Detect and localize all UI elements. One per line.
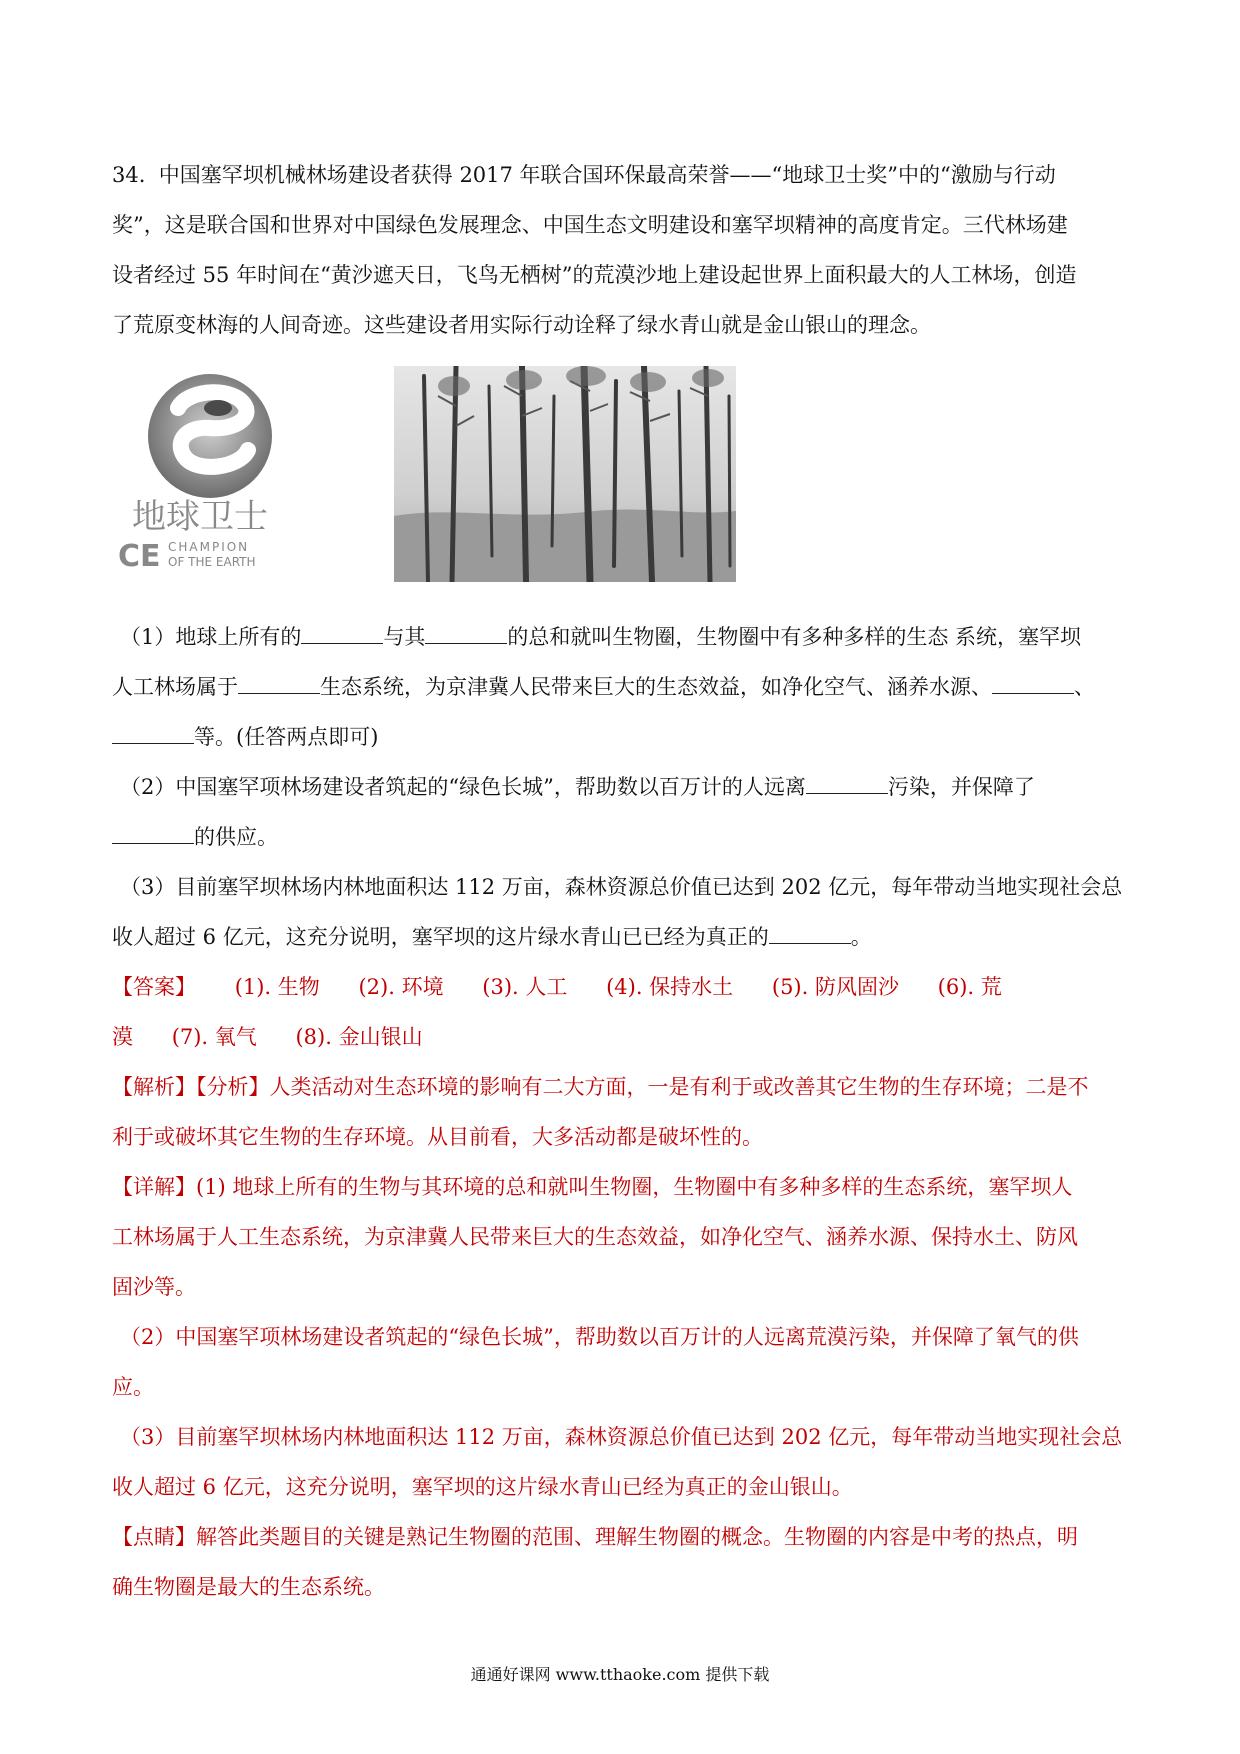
answer-label: 【答案】 bbox=[112, 975, 196, 999]
stem-line-4: 了荒原变林海的人间奇迹。这些建设者用实际行动诠释了绿水青山就是金山银山的理念。 bbox=[112, 313, 931, 337]
detail-line-7: 收人超过 6 亿元，这充分说明，塞罕坝的这片绿水青山已经为真正的金山银山。 bbox=[112, 1475, 853, 1499]
stem-line-3: 设者经过 55 年时间在“黄沙遮天日，飞鸟无栖树”的荒漠沙地上建设起世界上面积最大的人工林场，创造 bbox=[112, 263, 1077, 287]
page-footer: 通通好课网 www.tthaoke.com 提供下载 bbox=[470, 1665, 770, 1684]
answer-item: (6). 荒 bbox=[937, 975, 1002, 999]
logo-en-line1: CHAMPION bbox=[168, 540, 250, 554]
answer-blank bbox=[112, 825, 194, 844]
analysis-section bbox=[112, 1062, 1132, 1162]
sub-question-1 bbox=[112, 612, 1132, 762]
champion-of-earth-logo bbox=[118, 368, 294, 578]
forest-photo bbox=[394, 366, 736, 582]
sub-question-3 bbox=[112, 862, 1132, 962]
stem-line-1: 34. 中国塞罕坝机械林场建设者获得 2017 年联合国环保最高荣誉——“地球卫士奖”中的“激励与行动 bbox=[112, 163, 1056, 187]
sub3-line-1: （3）目前塞罕坝林场内林地面积达 112 万亩，森林资源总价值已达到 202 亿元，每年带动当地实现社会总 bbox=[120, 875, 1123, 899]
answer-blank bbox=[301, 625, 383, 644]
detail-line-6: （3）目前塞罕坝林场内林地面积达 112 万亩，森林资源总价值已达到 202 亿元，每年带动当地实现社会总 bbox=[120, 1425, 1123, 1449]
analysis-line-2: 利于或破坏其它生物的生存环境。从目前看，大多活动都是破坏性的。 bbox=[112, 1125, 763, 1149]
analysis-label: 【解析】【分析】 bbox=[112, 1075, 270, 1099]
detail-line-2: 工林场属于人工生态系统，为京津冀人民带来巨大的生态效益，如净化空气、涵养水源、保持水土、防风 bbox=[112, 1225, 1078, 1249]
answer-item: (7). 氧气 bbox=[171, 1025, 257, 1049]
comment-line-1: 【点睛】解答此类题目的关键是熟记生物圈的范围、理解生物圈的概念。生物圈的内容是中考的热点，明 bbox=[112, 1525, 1078, 1549]
sub1-line-3: 等。(任答两点即可) bbox=[112, 712, 1132, 762]
sub1-line-2: 人工林场属于 生态系统，为京津冀人民带来巨大的生态效益，如净化空气、涵养水源、 、 bbox=[112, 675, 1095, 699]
answer-blank bbox=[806, 775, 888, 794]
answer-item: (4). 保持水土 bbox=[606, 975, 734, 999]
sub2-line-1: （2）中国塞罕项林场建设者筑起的“绿色长城”，帮助数以百万计的人远离 污染，并保障了 bbox=[120, 775, 1035, 799]
detail-line-3: 固沙等。 bbox=[112, 1275, 196, 1299]
answer-item: (1). 生物 bbox=[234, 975, 320, 999]
answer-section bbox=[112, 962, 1132, 1062]
answer-item: (8). 金山银山 bbox=[295, 1025, 423, 1049]
logo-ce-text: CE bbox=[118, 539, 161, 574]
answer-blank bbox=[112, 725, 194, 744]
analysis-line-1: 【解析】【分析】人类活动对生态环境的影响有二大方面，一是有利于或改善其它生物的生存环境；二是不 bbox=[112, 1075, 1089, 1099]
question-number: 34. bbox=[112, 163, 146, 187]
answer-blank bbox=[992, 675, 1074, 694]
sub3-line-2: 收人超过 6 亿元，这充分说明，塞罕坝的这片绿水青山已已经为真正的 。 bbox=[112, 925, 872, 949]
answer-blank bbox=[238, 675, 320, 694]
sub-question-2 bbox=[112, 762, 1132, 862]
answer-item: 漠 bbox=[112, 1025, 133, 1049]
answer-item: (5). 防风固沙 bbox=[771, 975, 899, 999]
answer-item: (2). 环境 bbox=[358, 975, 444, 999]
sub2-line-2: 的供应。 bbox=[112, 812, 1132, 862]
question-stem bbox=[112, 150, 1132, 350]
detail-line-4: （2）中国塞罕项林场建设者筑起的“绿色长城”，帮助数以百万计的人远离荒漠污染，并保障了氧气的供 bbox=[120, 1325, 1079, 1349]
answer-item: (3). 人工 bbox=[482, 975, 568, 999]
logo-en-line2: OF THE EARTH bbox=[168, 555, 256, 569]
detail-line-5: 应。 bbox=[112, 1375, 154, 1399]
answer-blank bbox=[769, 925, 851, 944]
answer-line-2 bbox=[112, 1012, 1132, 1062]
stem-line-2: 奖”，这是联合国和世界对中国绿色发展理念、中国生态文明建设和塞罕坝精神的高度肯定。三代林场建 bbox=[112, 213, 1068, 237]
comment-section bbox=[112, 1512, 1132, 1612]
answer-blank bbox=[425, 625, 507, 644]
comment-line-2: 确生物圈是最大的生态系统。 bbox=[112, 1575, 385, 1599]
detail-label: 【详解】 bbox=[112, 1175, 196, 1199]
answer-line-1 bbox=[112, 962, 1132, 1012]
sub1-line-1: （1）地球上所有的 与其 的总和就叫生物圈，生物圈中有多种多样的生态 系统，塞罕坝 bbox=[120, 625, 1082, 649]
detail-line-1: 【详解】(1) 地球上所有的生物与其环境的总和就叫生物圈，生物圈中有多种多样的生态系统，塞罕坝人 bbox=[112, 1175, 1073, 1199]
detail-section bbox=[112, 1162, 1132, 1512]
logo-cn-text: 地球卫士 bbox=[132, 497, 268, 537]
comment-label: 【点睛】 bbox=[112, 1525, 196, 1549]
